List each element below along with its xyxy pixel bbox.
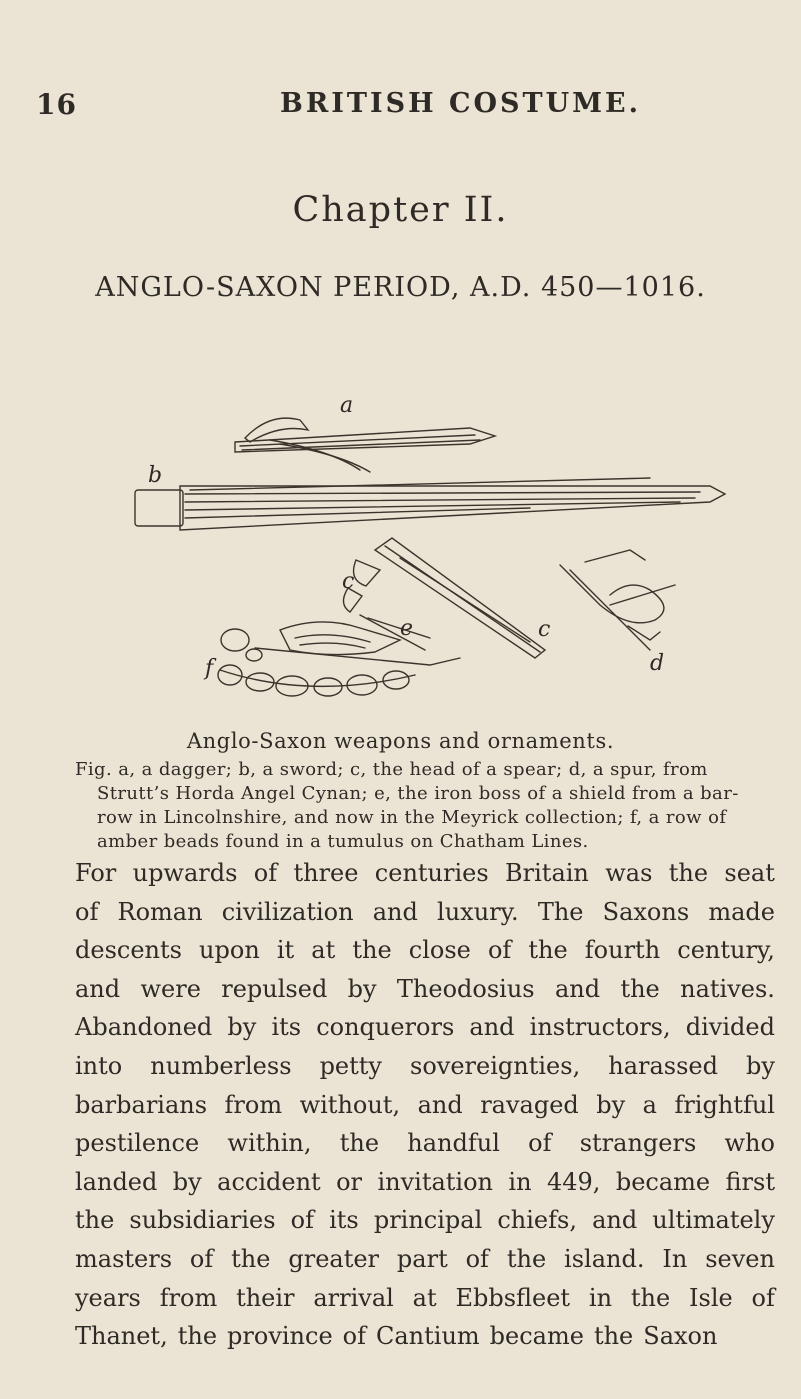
word: and [469,1013,515,1042]
word: made [708,897,775,926]
word: numberless [150,1051,292,1080]
word: natives. [680,974,775,1003]
word: The [537,897,584,926]
body-line [75,893,775,932]
body-line [75,1279,775,1318]
word: instructors, [529,1013,671,1042]
shield-boss-drawing [255,622,460,665]
word: years [75,1283,141,1312]
figure-label-d: d [650,651,665,676]
word: were [140,974,201,1003]
word: of [75,897,99,926]
figure-label-c-second: c [538,617,551,642]
word: of [290,1206,314,1235]
word: upwards [132,859,238,887]
word: fourth [584,936,661,965]
word: the [630,1283,671,1312]
word: centuries [374,859,489,887]
word: the [352,936,392,965]
word: a [642,1090,657,1119]
word: ultimately [652,1206,775,1235]
word: Cantium [376,1322,480,1351]
word: seven [705,1244,775,1273]
spearhead-drawing [343,538,545,658]
word: Thanet, [75,1322,168,1351]
figure-caption [75,758,775,854]
word: of [342,1322,366,1351]
word: sovereignties, [410,1051,581,1080]
word: the [506,1244,547,1273]
word: by [746,1051,775,1080]
body-line [75,1317,775,1356]
word: accident [217,1167,321,1196]
word: landed [75,1167,158,1196]
word: became [489,1322,584,1351]
weapons-illustration [130,390,730,720]
word: at [412,1283,437,1312]
word: by [227,1013,257,1042]
word: descents [75,936,182,965]
word: and [75,974,121,1003]
word: or [336,1167,363,1196]
body-line [75,1047,775,1086]
word: first [725,1167,775,1196]
word: of [487,936,512,965]
page-number: 16 [36,88,77,121]
word: century, [677,936,775,965]
word: within, [227,1129,312,1158]
word: of [528,1129,552,1158]
word: became [615,1167,711,1196]
word: three [293,859,359,887]
word: its [329,1206,359,1235]
word: of [189,1244,214,1273]
word: from [224,1090,283,1119]
word: of [465,1244,489,1273]
amber-beads-drawing [218,629,415,696]
body-line [75,854,775,893]
word: seat [724,859,775,887]
word: frightful [674,1090,775,1119]
word: Ebbsfleet [455,1283,571,1312]
body-line [75,1163,775,1202]
word: chiefs, [497,1206,577,1235]
body-line [75,1201,775,1240]
word: the [620,974,660,1003]
running-head [30,84,761,124]
word: Theodosius [396,974,535,1003]
word: conquerors [316,1013,455,1042]
word: Abandoned [75,1013,213,1042]
word: Saxons [602,897,690,926]
word: and [592,1206,638,1235]
word: barbarians [75,1090,208,1119]
word: by [596,1090,626,1119]
body-line [75,970,775,1009]
chapter-heading: Chapter II. [292,190,509,230]
word: For [75,859,117,887]
word: the [75,1206,115,1235]
word: of [751,1283,775,1312]
word: Roman [117,897,203,926]
word: pestilence [75,1129,200,1158]
word: who [724,1129,775,1158]
body-paragraph [75,854,775,1356]
word: without, [299,1090,401,1119]
word: subsidiaries [129,1206,276,1235]
word: and [372,897,418,926]
figure-label-a: a [340,393,354,418]
figure-label-f: f [205,656,214,681]
word: handful [407,1129,500,1158]
body-line [75,1240,775,1279]
figure-label-c: c [342,569,355,594]
word: harassed [608,1051,718,1080]
word: 449, [546,1167,601,1196]
word: Isle [689,1283,733,1312]
word: civilization [221,897,354,926]
word: arrival [313,1283,394,1312]
figure-title: Anglo-Saxon weapons and ornaments. [186,729,615,753]
word: the [668,859,709,887]
spur-drawing [560,550,675,650]
word: the [231,1244,271,1273]
word: masters [75,1244,173,1273]
word: by [347,974,377,1003]
word: in [588,1283,613,1312]
word: the [177,1322,218,1351]
word: the [528,936,568,965]
word: by [172,1167,202,1196]
word: and [554,974,601,1003]
word: close [408,936,471,965]
word: province [227,1322,333,1351]
word: repulsed [221,974,328,1003]
word: at [311,936,336,965]
section-title: ANGLO-SAXON PERIOD, A.D. 450—1016. [95,272,706,303]
word: luxury. [437,897,519,926]
word: and [417,1090,463,1119]
word: invitation [377,1167,493,1196]
word: was [605,859,653,887]
caption-line: Strutt’s Horda Angel Cynan; e, the iron boss of a shield from a bar- [97,783,739,804]
word: it [276,936,295,965]
figure-label-e: e [400,616,414,641]
body-line [75,1086,775,1125]
word: of [253,859,278,887]
word: island. [564,1244,645,1273]
figure-label-b: b [148,463,163,488]
caption-line: amber beads found in a tumulus on Chatham Lines. [97,831,589,852]
caption-line: Fig. a, a dagger; b, a sword; c, the head of a spear; d, a spur, from [75,759,708,780]
word: greater [288,1244,380,1273]
word: divided [685,1013,775,1042]
caption-line: row in Lincolnshire, and now in the Meyrick collection; f, a row of [97,807,727,828]
running-title: BRITISH COSTUME. [280,88,642,119]
word: ravaged [480,1090,579,1119]
word: strangers [579,1129,697,1158]
word: in [508,1167,532,1196]
word: its [271,1013,302,1042]
body-line [75,931,775,970]
word: upon [199,936,260,965]
word: their [236,1283,295,1312]
body-line [75,1008,775,1047]
word: Saxon [643,1322,718,1351]
word: Britain [505,859,589,887]
word: In [662,1244,688,1273]
word: from [159,1283,218,1312]
word: part [396,1244,448,1273]
sword-drawing [135,478,725,530]
body-line [75,1124,775,1163]
word: the [593,1322,634,1351]
word: principal [373,1206,483,1235]
dagger-drawing [235,418,495,472]
word: the [339,1129,380,1158]
word: petty [319,1051,382,1080]
word: into [75,1051,123,1080]
